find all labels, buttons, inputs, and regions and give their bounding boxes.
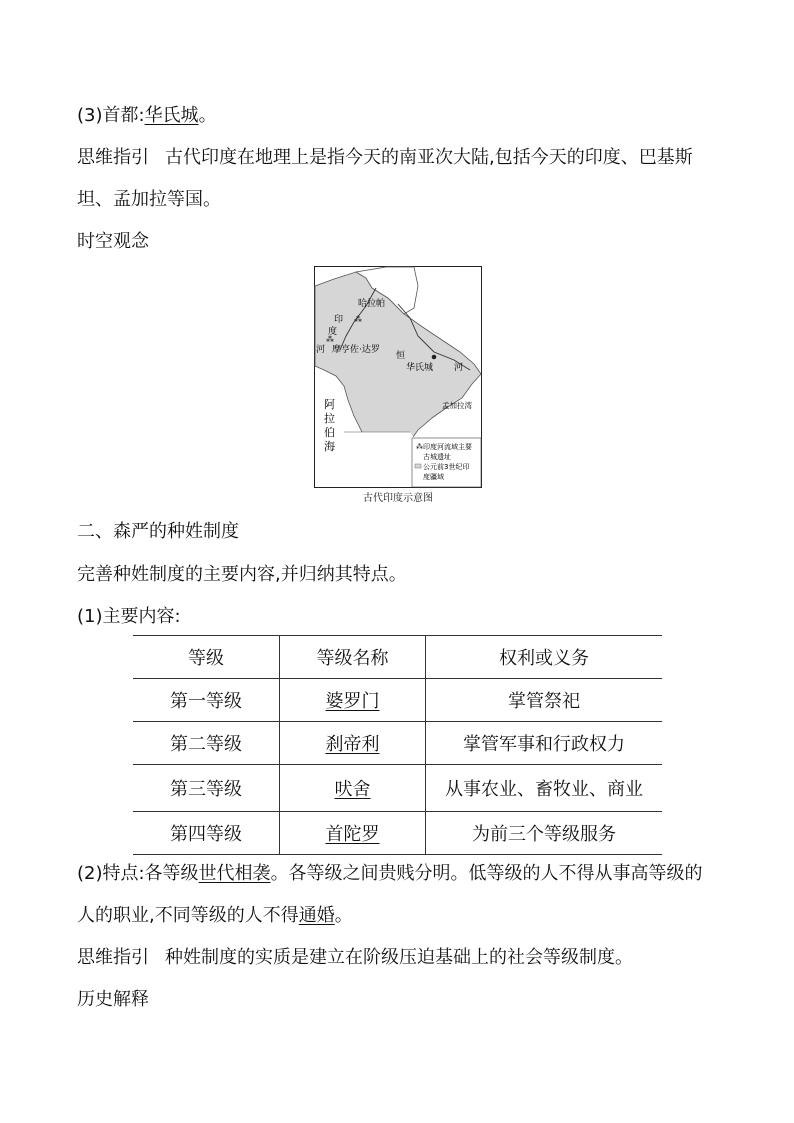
legend-item-2: 公元前3世纪印 [423,463,470,471]
header-duty: 权利或义务 [426,636,663,679]
legend-item-1: 印度河流域主要 [423,443,472,451]
caste-name: 刹帝利 [325,734,380,755]
table-header-row [133,636,662,679]
svg-text:恒: 恒 [396,351,406,361]
capital-answer: 华氏城 [144,105,199,126]
features-answer-1: 世代相袭 [198,863,271,884]
svg-text:伯: 伯 [324,426,335,439]
caste-name: 吠舍 [334,779,371,800]
thinking-tip-1: 思维指引 古代印度在地理上是指今天的南亚次大陆,包括今天的印度、巴基斯 [77,147,693,168]
table-row: 第四等级 首陀罗 为前三个等级服务 [133,812,662,855]
svg-text:拉: 拉 [324,412,335,425]
capital-marker [432,355,437,360]
table-row: 第三等级 吠舍 从事农业、畜牧业、商业 [133,765,662,812]
ancient-india-map [314,266,482,488]
tip-label: 思维指引 [77,147,149,168]
caste-table [133,635,662,855]
label-pataliputra: 华氏城 [406,363,434,373]
label-bay-of-bengal: 孟加拉湾 [442,401,472,410]
table-row: 第一等级 婆罗门 掌管祭祀 [133,679,662,722]
thinking-tip-2: 思维指引 种姓制度的实质是建立在阶级压迫基础上的社会等级制度。 [77,947,633,968]
tip-label: 思维指引 [77,947,149,968]
svg-text:海: 海 [324,440,335,453]
section-history: 历史解释 [77,989,149,1010]
svg-text:河: 河 [316,345,326,355]
svg-text:度疆域: 度疆域 [423,473,444,481]
table-row: 第二等级 刹帝利 掌管军事和行政权力 [133,722,662,765]
capital-line: (3)首都:华氏城。 [77,105,217,126]
svg-text:古城遗址: 古城遗址 [423,453,451,461]
section-spacetime: 时空观念 [77,231,149,252]
thinking-tip-1-cont: 坦、孟加拉等国。 [77,189,221,210]
features-line-1: (2)特点:各等级世代相袭。各等级之间贵贱分明。低等级的人不得从事高等级的 [77,863,703,884]
main-content-label: (1)主要内容: [77,606,181,627]
svg-text:⁂: ⁂ [416,443,423,451]
site-marker-harappa: ⁂ [354,315,362,324]
label-harappa: 哈拉帕 [358,299,386,309]
section-title: 二、森严的种姓制度 [77,521,239,542]
label-arabian-sea: 阿 [324,398,335,411]
map-caption: 古代印度示意图 [363,493,433,504]
task-prompt: 完善种姓制度的主要内容,并归纳其特点。 [77,564,407,585]
caste-name: 首陀罗 [325,824,380,845]
svg-text:河: 河 [454,363,464,373]
svg-text:印: 印 [334,315,344,325]
features-answer-2: 通婚 [298,905,335,926]
svg-text:度: 度 [328,327,338,337]
label-mohenjodaro: 摩亨佐·达罗 [332,345,380,355]
caste-name: 婆罗门 [325,691,380,712]
header-level: 等级 [133,636,280,679]
site-marker-mohenjodaro: ⁂ [326,335,334,344]
features-line-2: 人的职业,不同等级的人不得通婚。 [77,905,353,926]
header-name: 等级名称 [280,636,426,679]
